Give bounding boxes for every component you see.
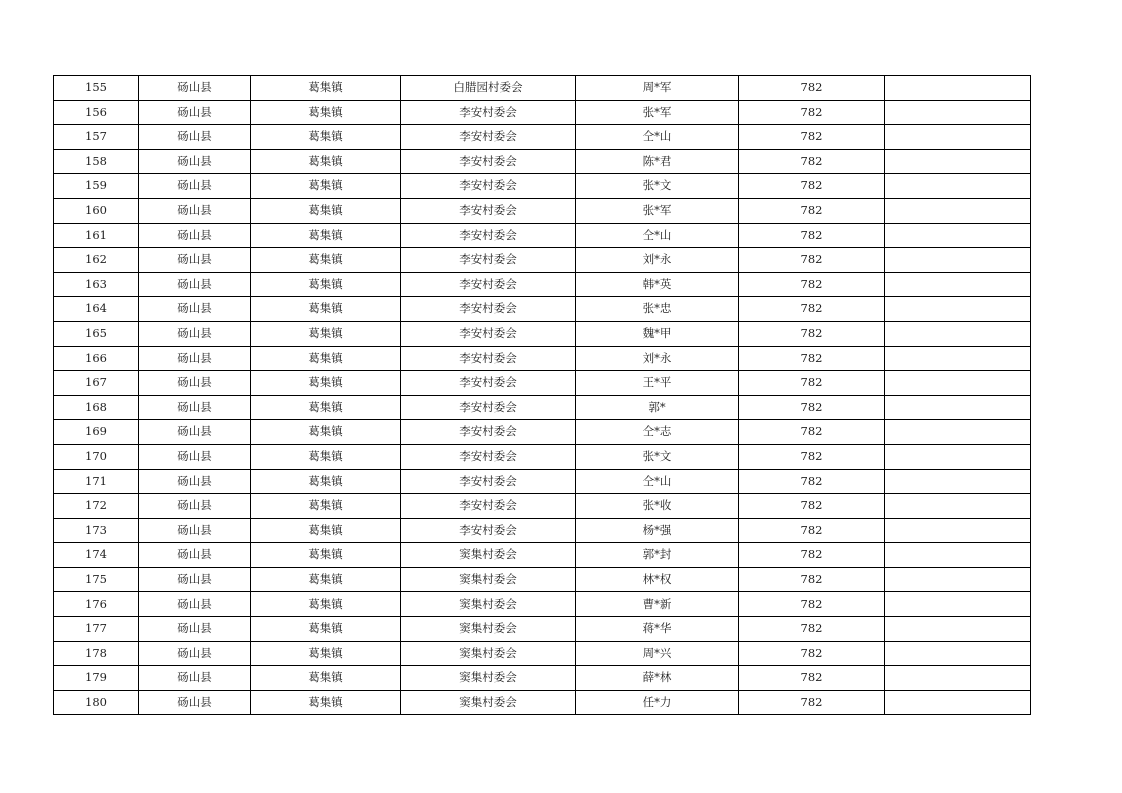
town-cell: 葛集镇 (251, 198, 401, 223)
town-cell: 葛集镇 (251, 248, 401, 273)
table-row (54, 272, 1031, 297)
row-number-cell: 161 (54, 223, 139, 248)
town-cell: 葛集镇 (251, 543, 401, 568)
name-cell: 刘*永 (576, 346, 739, 371)
village-committee-cell: 窦集村委会 (401, 543, 576, 568)
amount-cell: 782 (739, 346, 885, 371)
village-committee-cell: 李安村委会 (401, 371, 576, 396)
table-row (54, 469, 1031, 494)
amount-cell: 782 (739, 494, 885, 519)
row-number-cell: 162 (54, 248, 139, 273)
town-cell: 葛集镇 (251, 76, 401, 101)
town-cell: 葛集镇 (251, 100, 401, 125)
town-cell: 葛集镇 (251, 444, 401, 469)
town-cell: 葛集镇 (251, 223, 401, 248)
town-cell: 葛集镇 (251, 174, 401, 199)
table-row (54, 248, 1031, 273)
note-cell (885, 371, 1031, 396)
name-cell: 林*权 (576, 567, 739, 592)
town-cell: 葛集镇 (251, 666, 401, 691)
name-cell: 张*文 (576, 444, 739, 469)
amount-cell: 782 (739, 321, 885, 346)
table-body (54, 76, 1031, 715)
name-cell: 刘*永 (576, 248, 739, 273)
village-committee-cell: 李安村委会 (401, 248, 576, 273)
town-cell: 葛集镇 (251, 494, 401, 519)
table-row (54, 666, 1031, 691)
note-cell (885, 346, 1031, 371)
row-number-cell: 163 (54, 272, 139, 297)
note-cell (885, 395, 1031, 420)
village-committee-cell: 李安村委会 (401, 149, 576, 174)
name-cell: 仝*山 (576, 125, 739, 150)
table-row (54, 617, 1031, 642)
county-cell: 砀山县 (139, 223, 251, 248)
amount-cell: 782 (739, 100, 885, 125)
table-row (54, 690, 1031, 715)
county-cell: 砀山县 (139, 420, 251, 445)
note-cell (885, 469, 1031, 494)
village-committee-cell: 李安村委会 (401, 272, 576, 297)
note-cell (885, 223, 1031, 248)
table-row (54, 174, 1031, 199)
town-cell: 葛集镇 (251, 272, 401, 297)
town-cell: 葛集镇 (251, 690, 401, 715)
table-row (54, 297, 1031, 322)
table-row (54, 223, 1031, 248)
row-number-cell: 158 (54, 149, 139, 174)
row-number-cell: 156 (54, 100, 139, 125)
village-committee-cell: 李安村委会 (401, 125, 576, 150)
village-committee-cell: 窦集村委会 (401, 641, 576, 666)
note-cell (885, 494, 1031, 519)
row-number-cell: 166 (54, 346, 139, 371)
row-number-cell: 177 (54, 617, 139, 642)
town-cell: 葛集镇 (251, 617, 401, 642)
village-committee-cell: 李安村委会 (401, 297, 576, 322)
data-table (53, 75, 1031, 715)
village-committee-cell: 李安村委会 (401, 223, 576, 248)
name-cell: 杨*强 (576, 518, 739, 543)
note-cell (885, 76, 1031, 101)
name-cell: 郭* (576, 395, 739, 420)
table-row (54, 76, 1031, 101)
row-number-cell: 167 (54, 371, 139, 396)
village-committee-cell: 李安村委会 (401, 469, 576, 494)
table-row (54, 494, 1031, 519)
note-cell (885, 125, 1031, 150)
county-cell: 砀山县 (139, 617, 251, 642)
amount-cell: 782 (739, 518, 885, 543)
table-row (54, 420, 1031, 445)
row-number-cell: 170 (54, 444, 139, 469)
row-number-cell: 171 (54, 469, 139, 494)
county-cell: 砀山县 (139, 494, 251, 519)
county-cell: 砀山县 (139, 395, 251, 420)
name-cell: 张*军 (576, 100, 739, 125)
name-cell: 陈*君 (576, 149, 739, 174)
amount-cell: 782 (739, 223, 885, 248)
county-cell: 砀山县 (139, 100, 251, 125)
note-cell (885, 518, 1031, 543)
row-number-cell: 159 (54, 174, 139, 199)
note-cell (885, 617, 1031, 642)
county-cell: 砀山县 (139, 76, 251, 101)
county-cell: 砀山县 (139, 641, 251, 666)
town-cell: 葛集镇 (251, 469, 401, 494)
note-cell (885, 321, 1031, 346)
amount-cell: 782 (739, 395, 885, 420)
row-number-cell: 172 (54, 494, 139, 519)
name-cell: 王*平 (576, 371, 739, 396)
note-cell (885, 100, 1031, 125)
amount-cell: 782 (739, 125, 885, 150)
amount-cell: 782 (739, 198, 885, 223)
village-committee-cell: 李安村委会 (401, 494, 576, 519)
county-cell: 砀山县 (139, 174, 251, 199)
row-number-cell: 157 (54, 125, 139, 150)
name-cell: 周*军 (576, 76, 739, 101)
village-committee-cell: 李安村委会 (401, 395, 576, 420)
village-committee-cell: 李安村委会 (401, 198, 576, 223)
county-cell: 砀山县 (139, 272, 251, 297)
amount-cell: 782 (739, 690, 885, 715)
table-row (54, 149, 1031, 174)
amount-cell: 782 (739, 297, 885, 322)
county-cell: 砀山县 (139, 543, 251, 568)
village-committee-cell: 白腊园村委会 (401, 76, 576, 101)
row-number-cell: 168 (54, 395, 139, 420)
note-cell (885, 543, 1031, 568)
table-row (54, 444, 1031, 469)
note-cell (885, 444, 1031, 469)
county-cell: 砀山县 (139, 567, 251, 592)
amount-cell: 782 (739, 174, 885, 199)
county-cell: 砀山县 (139, 666, 251, 691)
note-cell (885, 174, 1031, 199)
village-committee-cell: 李安村委会 (401, 100, 576, 125)
town-cell: 葛集镇 (251, 125, 401, 150)
amount-cell: 782 (739, 543, 885, 568)
county-cell: 砀山县 (139, 469, 251, 494)
county-cell: 砀山县 (139, 321, 251, 346)
name-cell: 张*军 (576, 198, 739, 223)
name-cell: 张*忠 (576, 297, 739, 322)
village-committee-cell: 李安村委会 (401, 321, 576, 346)
amount-cell: 782 (739, 149, 885, 174)
name-cell: 郭*封 (576, 543, 739, 568)
village-committee-cell: 李安村委会 (401, 174, 576, 199)
town-cell: 葛集镇 (251, 395, 401, 420)
amount-cell: 782 (739, 617, 885, 642)
table-row (54, 518, 1031, 543)
table-row (54, 125, 1031, 150)
town-cell: 葛集镇 (251, 641, 401, 666)
town-cell: 葛集镇 (251, 371, 401, 396)
row-number-cell: 155 (54, 76, 139, 101)
note-cell (885, 248, 1031, 273)
name-cell: 仝*志 (576, 420, 739, 445)
village-committee-cell: 窦集村委会 (401, 690, 576, 715)
row-number-cell: 164 (54, 297, 139, 322)
note-cell (885, 198, 1031, 223)
name-cell: 薛*林 (576, 666, 739, 691)
county-cell: 砀山县 (139, 346, 251, 371)
county-cell: 砀山县 (139, 592, 251, 617)
table-row (54, 371, 1031, 396)
amount-cell: 782 (739, 420, 885, 445)
table-row (54, 592, 1031, 617)
amount-cell: 782 (739, 76, 885, 101)
amount-cell: 782 (739, 641, 885, 666)
row-number-cell: 169 (54, 420, 139, 445)
note-cell (885, 272, 1031, 297)
table-row (54, 321, 1031, 346)
amount-cell: 782 (739, 592, 885, 617)
row-number-cell: 178 (54, 641, 139, 666)
name-cell: 张*收 (576, 494, 739, 519)
row-number-cell: 160 (54, 198, 139, 223)
table-row (54, 543, 1031, 568)
note-cell (885, 149, 1031, 174)
table-row (54, 100, 1031, 125)
town-cell: 葛集镇 (251, 321, 401, 346)
county-cell: 砀山县 (139, 444, 251, 469)
village-committee-cell: 李安村委会 (401, 444, 576, 469)
table-row (54, 198, 1031, 223)
amount-cell: 782 (739, 272, 885, 297)
amount-cell: 782 (739, 567, 885, 592)
county-cell: 砀山县 (139, 149, 251, 174)
name-cell: 韩*英 (576, 272, 739, 297)
village-committee-cell: 窦集村委会 (401, 666, 576, 691)
row-number-cell: 165 (54, 321, 139, 346)
village-committee-cell: 窦集村委会 (401, 592, 576, 617)
amount-cell: 782 (739, 469, 885, 494)
town-cell: 葛集镇 (251, 149, 401, 174)
table-row (54, 641, 1031, 666)
county-cell: 砀山县 (139, 248, 251, 273)
amount-cell: 782 (739, 666, 885, 691)
county-cell: 砀山县 (139, 371, 251, 396)
row-number-cell: 180 (54, 690, 139, 715)
name-cell: 任*力 (576, 690, 739, 715)
row-number-cell: 173 (54, 518, 139, 543)
name-cell: 张*文 (576, 174, 739, 199)
county-cell: 砀山县 (139, 297, 251, 322)
table-row (54, 567, 1031, 592)
name-cell: 魏*甲 (576, 321, 739, 346)
name-cell: 仝*山 (576, 469, 739, 494)
village-committee-cell: 李安村委会 (401, 346, 576, 371)
amount-cell: 782 (739, 248, 885, 273)
town-cell: 葛集镇 (251, 297, 401, 322)
town-cell: 葛集镇 (251, 592, 401, 617)
name-cell: 周*兴 (576, 641, 739, 666)
note-cell (885, 690, 1031, 715)
row-number-cell: 179 (54, 666, 139, 691)
note-cell (885, 567, 1031, 592)
name-cell: 曹*新 (576, 592, 739, 617)
row-number-cell: 175 (54, 567, 139, 592)
note-cell (885, 420, 1031, 445)
town-cell: 葛集镇 (251, 420, 401, 445)
county-cell: 砀山县 (139, 198, 251, 223)
village-committee-cell: 窦集村委会 (401, 617, 576, 642)
row-number-cell: 176 (54, 592, 139, 617)
table-row (54, 346, 1031, 371)
data-table-sheet (53, 75, 1031, 715)
name-cell: 仝*山 (576, 223, 739, 248)
amount-cell: 782 (739, 371, 885, 396)
village-committee-cell: 窦集村委会 (401, 567, 576, 592)
village-committee-cell: 李安村委会 (401, 518, 576, 543)
county-cell: 砀山县 (139, 690, 251, 715)
village-committee-cell: 李安村委会 (401, 420, 576, 445)
town-cell: 葛集镇 (251, 518, 401, 543)
row-number-cell: 174 (54, 543, 139, 568)
county-cell: 砀山县 (139, 518, 251, 543)
county-cell: 砀山县 (139, 125, 251, 150)
note-cell (885, 297, 1031, 322)
amount-cell: 782 (739, 444, 885, 469)
town-cell: 葛集镇 (251, 346, 401, 371)
note-cell (885, 592, 1031, 617)
name-cell: 蒋*华 (576, 617, 739, 642)
note-cell (885, 641, 1031, 666)
town-cell: 葛集镇 (251, 567, 401, 592)
note-cell (885, 666, 1031, 691)
table-row (54, 395, 1031, 420)
